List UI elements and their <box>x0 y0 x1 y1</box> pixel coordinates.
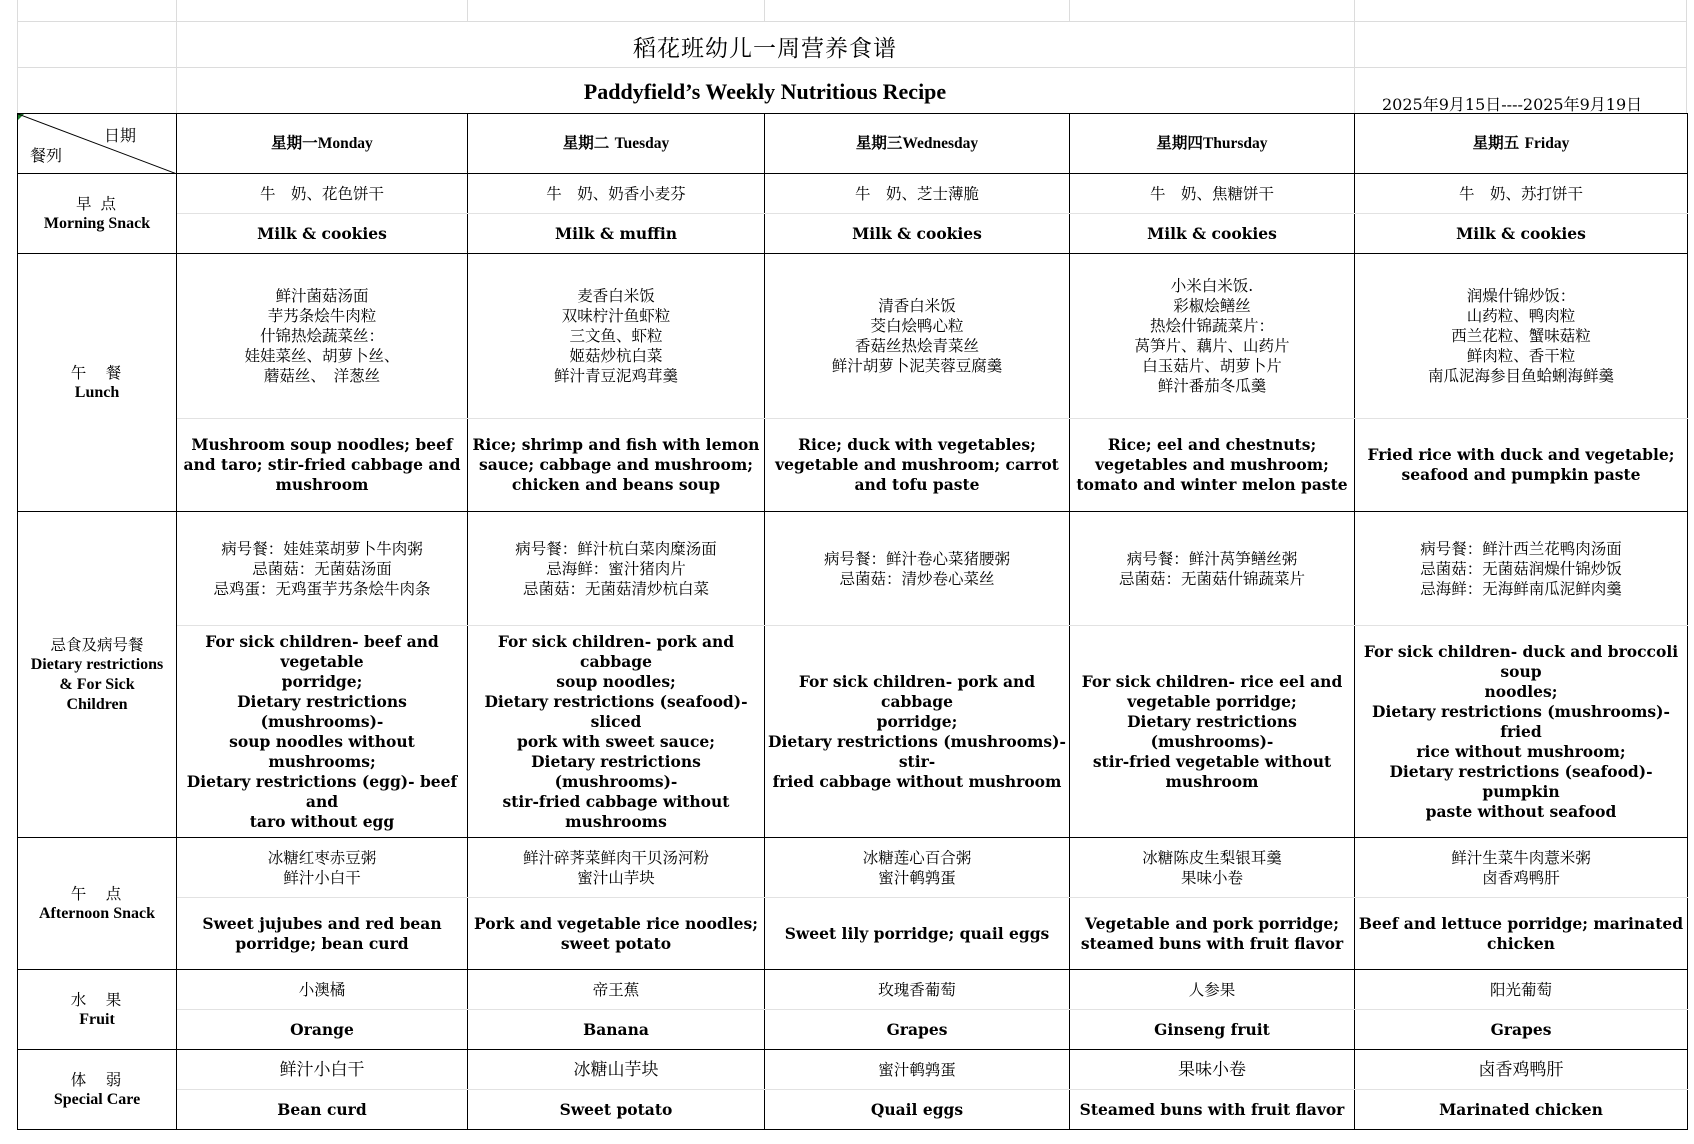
menu-line: 病号餐：鲜汁卷心菜猪腰粥 <box>823 549 1010 568</box>
menu-line: 热烩什锦蔬菜片： <box>1149 317 1274 335</box>
menu-line: Dietary restrictions (egg)- beef and <box>186 771 458 811</box>
menu-cell: 牛 奶、苏打饼干 <box>1355 174 1688 214</box>
menu-line: Dietary restrictions (mushrooms)- fried <box>1372 701 1670 741</box>
menu-line: 鲜肉粒、香干粒 <box>1466 347 1576 365</box>
menu-line: 麦香白米饭 <box>577 287 655 305</box>
menu-cell-dietary-en <box>1070 626 1355 838</box>
day-cn: 星期五 <box>1472 133 1525 152</box>
menu-line: 鲜汁胡萝卜泥芙蓉豆腐羹 <box>831 357 1003 375</box>
menu-cell-en: Milk & muffin <box>468 214 765 254</box>
menu-line: 病号餐：鲜汁西兰花鸭肉汤面 <box>1420 539 1622 558</box>
menu-line: For sick children- pork and cabbage <box>497 631 735 671</box>
menu-line: 忌鸡蛋：无鸡蛋芋艿条烩牛肉条 <box>213 579 431 598</box>
menu-cell: 卤香鸡鸭肝 <box>1355 1050 1688 1090</box>
menu-line: For sick children- beef and vegetable <box>205 631 439 671</box>
header-row <box>18 114 1688 174</box>
menu-cell-lunch <box>1355 254 1688 419</box>
grid-line <box>17 67 1687 68</box>
menu-line: Dietary restrictions (mushrooms)- <box>531 751 701 791</box>
menu-cell: 牛 奶、芝士薄脆 <box>765 174 1070 214</box>
menu-cell-dietary <box>1070 512 1355 626</box>
menu-line: Dietary restrictions (mushrooms)- <box>1127 711 1297 751</box>
menu-cell-lunch <box>177 254 468 419</box>
menu-line: 茭白烩鸭心粒 <box>870 317 964 335</box>
menu-line: stir-fried vegetable without <box>1092 751 1332 771</box>
menu-cell: 阳光葡萄 <box>1355 970 1688 1010</box>
menu-line: 卤香鸡鸭肝 <box>1482 868 1560 887</box>
page-title-en: Paddyfield’s Weekly Nutritious Recipe <box>583 79 947 104</box>
menu-line: 蜜汁鹌鹑蛋 <box>878 868 956 887</box>
menu-line: fried cabbage without mushroom <box>772 771 1062 791</box>
lunch-row-en <box>18 419 1688 512</box>
menu-line: 冰糖莲心百合粥 <box>862 848 972 867</box>
menu-cell-en: Grapes <box>1355 1010 1688 1050</box>
row-label-en: Fruit <box>79 1010 115 1028</box>
menu-line: 小米白米饭. <box>1170 277 1254 295</box>
menu-cell: 牛 奶、焦糖饼干 <box>1070 174 1355 214</box>
day-header-tuesday <box>468 114 765 174</box>
menu-cell-afternoon <box>177 838 468 898</box>
menu-cell-en: Milk & cookies <box>765 214 1070 254</box>
menu-line: soup noodles; <box>556 671 676 691</box>
menu-line: 病号餐：鲜汁莴笋鳝丝粥 <box>1126 549 1298 568</box>
day-en: Friday <box>1524 135 1570 152</box>
menu-cell-en: Milk & cookies <box>1355 214 1688 254</box>
menu-cell-en: Grapes <box>765 1010 1070 1050</box>
afternoon-snack-row-cn <box>18 838 1688 898</box>
menu-cell-en: Rice; shrimp and fish with lemon sauce; cabbage and mushroom; chicken and beans soup <box>468 419 765 512</box>
menu-line: rice without mushroom; <box>1416 741 1626 761</box>
day-cn: 星期一 <box>271 133 318 152</box>
row-label-cn: 体 弱 <box>70 1070 124 1089</box>
row-label-afternoon-snack <box>18 838 177 970</box>
grid-line <box>1354 0 1355 113</box>
morning-snack-row-en <box>18 214 1688 254</box>
grid-line <box>764 0 765 21</box>
menu-line: 忌海鲜：蜜汁猪肉片 <box>546 559 686 578</box>
grid-line <box>1069 0 1070 21</box>
menu-line: 彩椒烩鳝丝 <box>1173 297 1251 315</box>
menu-line: 鲜汁小白干 <box>283 868 361 887</box>
afternoon-snack-row-en <box>18 898 1688 970</box>
menu-cell-en: Sweet jujubes and red bean porridge; bean curd <box>177 898 468 970</box>
menu-line: stir-fried cabbage without mushrooms <box>502 791 730 831</box>
menu-line: Dietary restrictions (seafood)- pumpkin <box>1389 761 1653 801</box>
menu-cell-en: Orange <box>177 1010 468 1050</box>
row-label-en: Special Care <box>53 1090 141 1108</box>
menu-line: 冰糖陈皮生梨银耳羹 <box>1142 848 1282 867</box>
menu-cell-en: Quail eggs <box>765 1090 1070 1130</box>
row-label-en: Afternoon Snack <box>38 904 155 922</box>
row-label-en: & For Sick <box>59 675 135 693</box>
menu-cell-dietary-en <box>468 626 765 838</box>
grid-line <box>467 0 468 21</box>
menu-cell: 牛 奶、奶香小麦芬 <box>468 174 765 214</box>
menu-line: Dietary restrictions (mushrooms)- stir- <box>768 731 1066 771</box>
day-cn: 星期二 <box>562 133 615 152</box>
day-header-wednesday <box>765 114 1070 174</box>
menu-cell-dietary-en <box>177 626 468 838</box>
page-title-cn: 稻花班幼儿一周营养食谱 <box>633 36 897 62</box>
menu-cell: 牛 奶、花色饼干 <box>177 174 468 214</box>
row-label-fruit <box>18 970 177 1050</box>
menu-line: 什锦热烩蔬菜丝： <box>259 327 384 345</box>
menu-cell: 小澳橘 <box>177 970 468 1010</box>
grid-line <box>1686 0 1687 113</box>
menu-line: 香菇丝热烩青菜丝 <box>854 337 979 355</box>
menu-cell-dietary <box>1355 512 1688 626</box>
menu-line: 冰糖红枣赤豆粥 <box>267 848 377 867</box>
menu-line: 鲜汁菌菇汤面 <box>275 287 369 305</box>
special-care-row-en <box>18 1090 1688 1130</box>
menu-cell-en: Sweet potato <box>468 1090 765 1130</box>
menu-cell-en: Milk & cookies <box>1070 214 1355 254</box>
dietary-row-en <box>18 626 1688 838</box>
day-header-friday <box>1355 114 1688 174</box>
menu-cell: 鲜汁小白干 <box>177 1050 468 1090</box>
menu-cell-en: Marinated chicken <box>1355 1090 1688 1130</box>
row-label-special-care <box>18 1050 177 1130</box>
menu-line: taro without egg <box>249 811 395 831</box>
menu-line: 山药粒、鸭肉粒 <box>1466 307 1576 325</box>
row-label-morning-snack <box>18 174 177 254</box>
menu-cell-en: Beef and lettuce porridge; marinated chicken <box>1355 898 1688 970</box>
menu-cell-en: Rice; duck with vegetables; vegetable and mushroom; carrot and tofu paste <box>765 419 1070 512</box>
menu-line: 双味柠汁鱼虾粒 <box>561 307 671 325</box>
row-label-cn: 水 果 <box>70 990 124 1009</box>
menu-line: 鲜汁生菜牛肉薏米粥 <box>1451 848 1591 867</box>
fruit-row-en <box>18 1010 1688 1050</box>
menu-line: 润燥什锦炒饭： <box>1466 287 1576 305</box>
menu-cell-dietary <box>177 512 468 626</box>
menu-line: 西兰花粒、蟹味菇粒 <box>1451 327 1591 345</box>
menu-cell-en: Banana <box>468 1010 765 1050</box>
menu-line: paste without seafood <box>1425 801 1617 821</box>
menu-cell-en: Mushroom soup noodles; beef and taro; stir-fried cabbage and mushroom <box>177 419 468 512</box>
row-label-en: Children <box>66 695 128 713</box>
menu-line: 白玉菇片、胡萝卜片 <box>1142 357 1282 375</box>
fruit-row-cn <box>18 970 1688 1010</box>
row-label-cn: 忌食及病号餐 <box>50 635 144 654</box>
corner-date-label: 日期 <box>103 126 136 145</box>
menu-line: Dietary restrictions (mushrooms)- <box>237 691 407 731</box>
corner-cell <box>18 114 177 174</box>
menu-line: 姬菇炒杭白菜 <box>569 347 663 365</box>
menu-cell-en: Milk & cookies <box>177 214 468 254</box>
menu-line: noodles; <box>1484 681 1558 701</box>
day-cn: 星期四 <box>1156 133 1203 152</box>
menu-line: 鲜汁碎荠菜鲜肉干贝汤河粉 <box>522 848 709 867</box>
menu-line: vegetable porridge; <box>1127 691 1297 711</box>
menu-line: mushroom <box>1165 771 1259 791</box>
menu-line: 忌菌菇：清炒卷心菜丝 <box>839 569 995 588</box>
menu-line: porridge; <box>281 671 363 691</box>
row-label-cn: 午 点 <box>70 884 124 903</box>
special-care-row-cn <box>18 1050 1688 1090</box>
menu-line: soup noodles without mushrooms; <box>229 731 415 771</box>
row-label-en: Lunch <box>74 383 120 401</box>
menu-line: 三文鱼、虾粒 <box>569 327 663 345</box>
day-cn: 星期三 <box>855 133 903 152</box>
menu-line: 南瓜泥海参目鱼蛤蜊海鲜羹 <box>1427 367 1614 385</box>
menu-cell: 人参果 <box>1070 970 1355 1010</box>
menu-line: 鲜汁青豆泥鸡茸羹 <box>553 367 678 385</box>
day-header-monday <box>177 114 468 174</box>
menu-cell-en: Pork and vegetable rice noodles; sweet potato <box>468 898 765 970</box>
menu-cell-en: Sweet lily porridge; quail eggs <box>765 898 1070 970</box>
menu-line: 病号餐：娃娃菜胡萝卜牛肉粥 <box>221 539 423 558</box>
menu-line: pork with sweet sauce; <box>517 731 715 751</box>
lunch-row-cn <box>18 254 1688 419</box>
menu-cell-lunch <box>468 254 765 419</box>
day-en: Tuesday <box>614 135 670 152</box>
menu-cell-lunch <box>1070 254 1355 419</box>
menu-cell-en: Bean curd <box>177 1090 468 1130</box>
menu-cell-en: Vegetable and pork porridge; steamed buns with fruit flavor <box>1070 898 1355 970</box>
menu-cell: 蜜汁鹌鹑蛋 <box>765 1050 1070 1090</box>
menu-cell-dietary <box>765 512 1070 626</box>
grid-line <box>17 21 1687 22</box>
menu-line: For sick children- pork and cabbage <box>798 671 1036 711</box>
menu-cell: 果味小卷 <box>1070 1050 1355 1090</box>
row-label-en: Dietary restrictions <box>30 655 164 673</box>
menu-line: 忌菌菇：无菌菇什锦蔬菜片 <box>1118 569 1305 588</box>
menu-line: 莴笋片、藕片、山药片 <box>1134 337 1290 355</box>
menu-cell-afternoon <box>765 838 1070 898</box>
dietary-row-cn <box>18 512 1688 626</box>
menu-cell-en: Steamed buns with fruit flavor <box>1070 1090 1355 1130</box>
menu-cell-dietary-en <box>765 626 1070 838</box>
day-en: Thursday <box>1202 135 1268 152</box>
menu-line: 鲜汁番茄冬瓜羹 <box>1157 377 1267 395</box>
menu-line: For sick children- rice eel and <box>1081 671 1343 691</box>
menu-line: 果味小卷 <box>1180 868 1243 887</box>
menu-line: For sick children- duck and broccoli soup <box>1363 641 1679 681</box>
menu-line: 芋艿条烩牛肉粒 <box>267 307 377 325</box>
menu-line: 蜜汁山芋块 <box>577 868 655 887</box>
day-header-thursday <box>1070 114 1355 174</box>
morning-snack-row-cn <box>18 174 1688 214</box>
menu-line: 忌菌菇：无菌菇汤面 <box>252 559 392 578</box>
date-range: 2025年9月15日----2025年9月19日 <box>1382 95 1643 114</box>
row-label-lunch <box>18 254 177 512</box>
day-en: Wednesday <box>902 135 979 152</box>
row-label-cn: 午 餐 <box>70 363 124 382</box>
corner-meal-label: 餐列 <box>30 146 63 165</box>
menu-line: 忌菌菇：无菌菇润燥什锦炒饭 <box>1420 559 1622 578</box>
menu-cell-lunch <box>765 254 1070 419</box>
menu-cell-dietary-en <box>1355 626 1688 838</box>
menu-line: porridge; <box>876 711 958 731</box>
grid-line <box>17 0 18 113</box>
menu-cell-dietary <box>468 512 765 626</box>
menu-cell: 冰糖山芋块 <box>468 1050 765 1090</box>
menu-cell-en: Ginseng fruit <box>1070 1010 1355 1050</box>
menu-cell-en: Rice; eel and chestnuts; vegetables and mushroom; tomato and winter melon paste <box>1070 419 1355 512</box>
menu-cell-afternoon <box>1355 838 1688 898</box>
row-label-cn: 早 点 <box>76 194 118 213</box>
row-label-dietary <box>18 512 177 838</box>
menu-cell-afternoon <box>1070 838 1355 898</box>
menu-line: 娃娃菜丝、胡萝卜丝、 <box>244 347 400 365</box>
menu-line: Dietary restrictions (seafood)- sliced <box>484 691 748 731</box>
menu-line: 忌海鲜：无海鲜南瓜泥鲜肉羹 <box>1420 579 1622 598</box>
menu-line: 蘑菇丝、 洋葱丝 <box>263 367 381 385</box>
menu-line: 病号餐：鲜汁杭白菜肉糜汤面 <box>515 539 717 558</box>
menu-line: 忌菌菇：无菌菇清炒杭白菜 <box>522 579 709 598</box>
menu-line: 清香白米饭 <box>878 297 956 315</box>
row-label-en: Morning Snack <box>43 214 151 232</box>
day-en: Monday <box>317 135 373 152</box>
menu-cell-en: Fried rice with duck and vegetable; seafood and pumpkin paste <box>1355 419 1688 512</box>
menu-cell-afternoon <box>468 838 765 898</box>
menu-cell: 帝王蕉 <box>468 970 765 1010</box>
weekly-menu-table <box>17 113 1688 1130</box>
menu-cell: 玫瑰香葡萄 <box>765 970 1070 1010</box>
